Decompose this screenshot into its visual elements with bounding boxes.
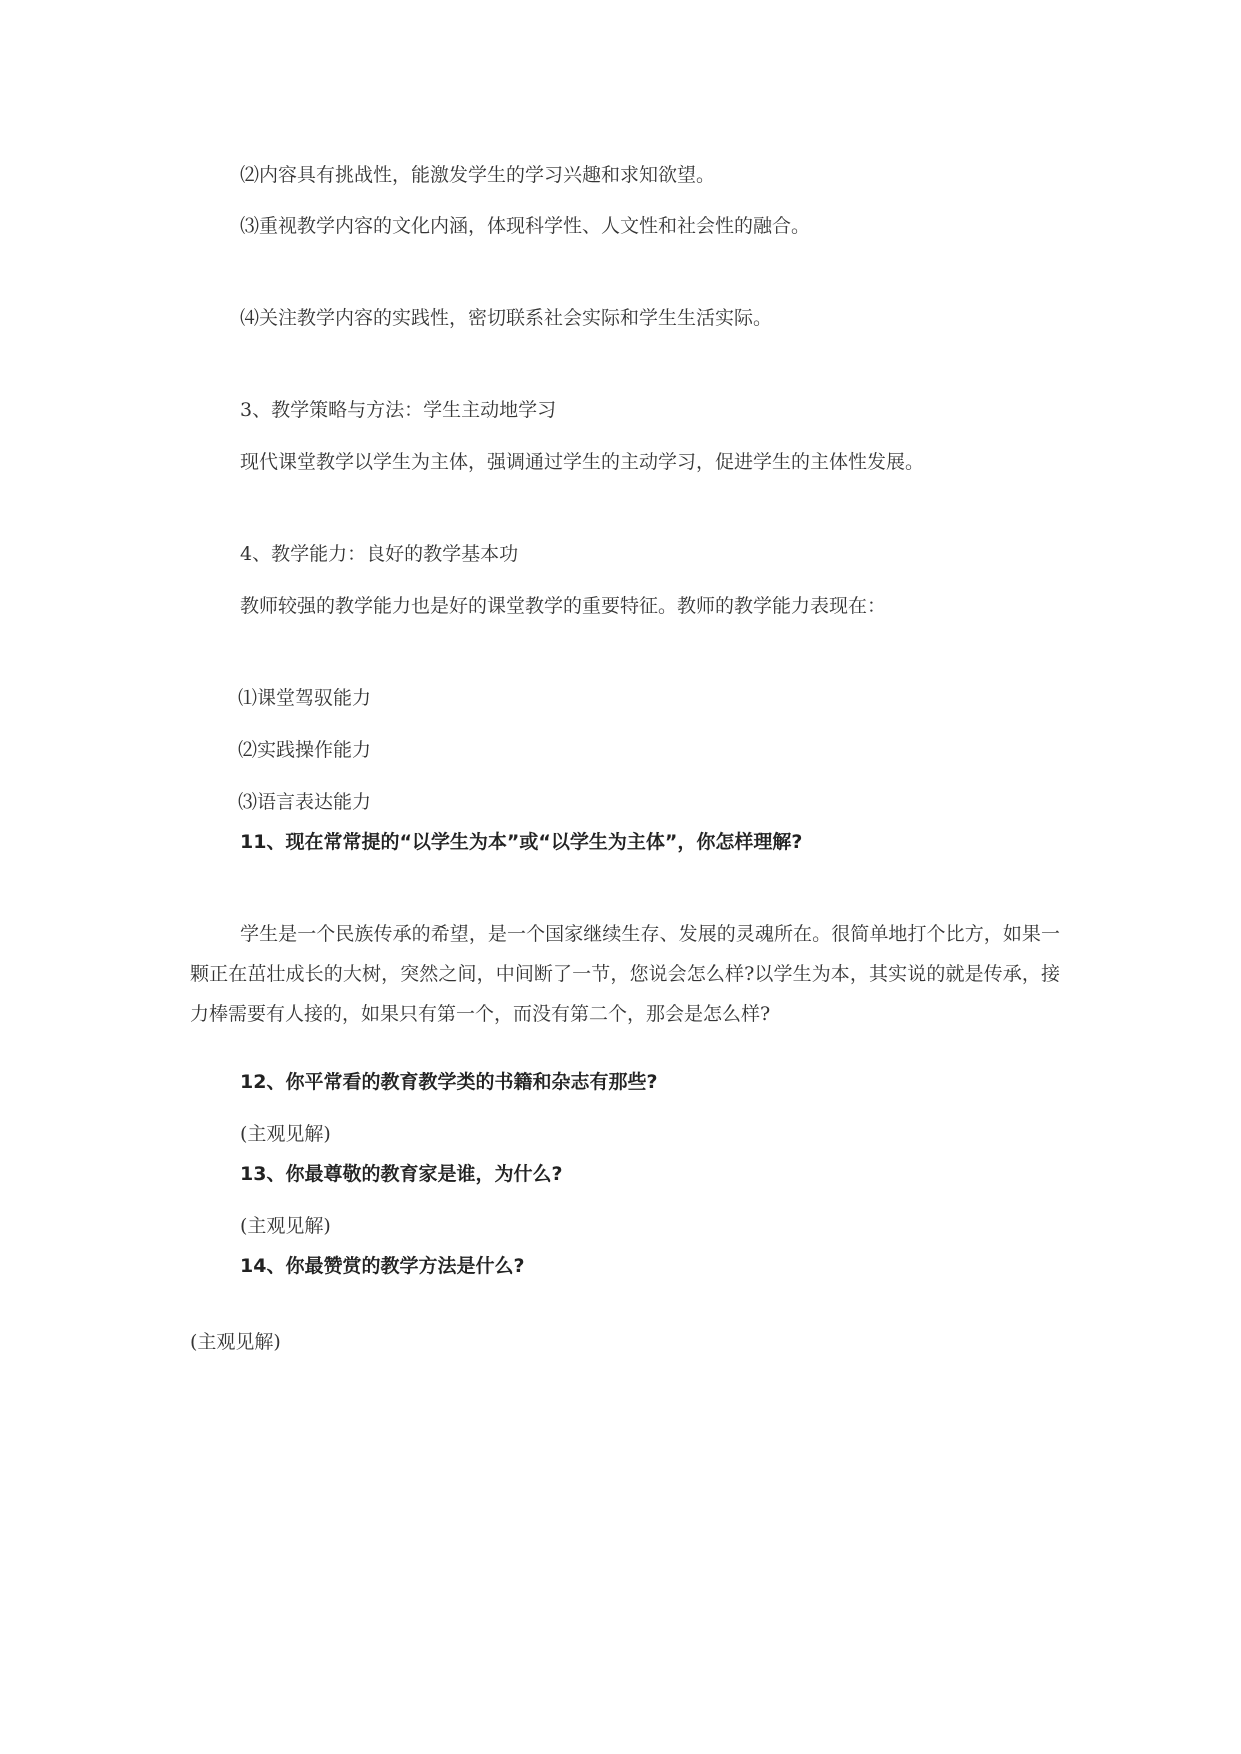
ability-item-1: ⑴课堂驾驭能力	[238, 687, 372, 709]
answer-14: (主观见解)	[190, 1331, 281, 1353]
question-11: 11、现在常常提的“以学生为本”或“以学生为主体”，你怎样理解?	[240, 831, 803, 853]
question-12: 12、你平常看的教育教学类的书籍和杂志有那些?	[240, 1071, 658, 1093]
answer-11: 学生是一个民族传承的希望，是一个国家继续生存、发展的灵魂所在。很简单地打个比方，如果一颗正在茁壮成长的大树，突然之间，中间断了一节，您说会怎么样?以学生为本，其实说的就是传承，接力棒需要有人接的，如果只有第一个，而没有第二个，那会是怎么样?	[190, 923, 1060, 1025]
list-item-4: ⑷关注教学内容的实践性，密切联系社会实际和学生生活实际。	[240, 307, 773, 329]
section-3-heading: 3、教学策略与方法：学生主动地学习	[240, 399, 557, 421]
ability-item-2: ⑵实践操作能力	[238, 739, 372, 761]
question-13: 13、你最尊敬的教育家是谁，为什么?	[240, 1163, 563, 1185]
answer-12: (主观见解)	[240, 1123, 331, 1145]
ability-item-3: ⑶语言表达能力	[238, 791, 372, 813]
section-3-body: 现代课堂教学以学生为主体，强调通过学生的主动学习，促进学生的主体性发展。	[240, 451, 925, 473]
list-item-3: ⑶重视教学内容的文化内涵，体现科学性、人文性和社会性的融合。	[240, 215, 811, 237]
question-14: 14、你最赞赏的教学方法是什么?	[240, 1255, 525, 1277]
answer-13: (主观见解)	[240, 1215, 331, 1237]
list-item-2: ⑵内容具有挑战性，能激发学生的学习兴趣和求知欲望。	[240, 164, 716, 186]
section-4-heading: 4、教学能力：良好的教学基本功	[240, 543, 519, 565]
section-4-body: 教师较强的教学能力也是好的课堂教学的重要特征。教师的教学能力表现在：	[240, 595, 887, 617]
